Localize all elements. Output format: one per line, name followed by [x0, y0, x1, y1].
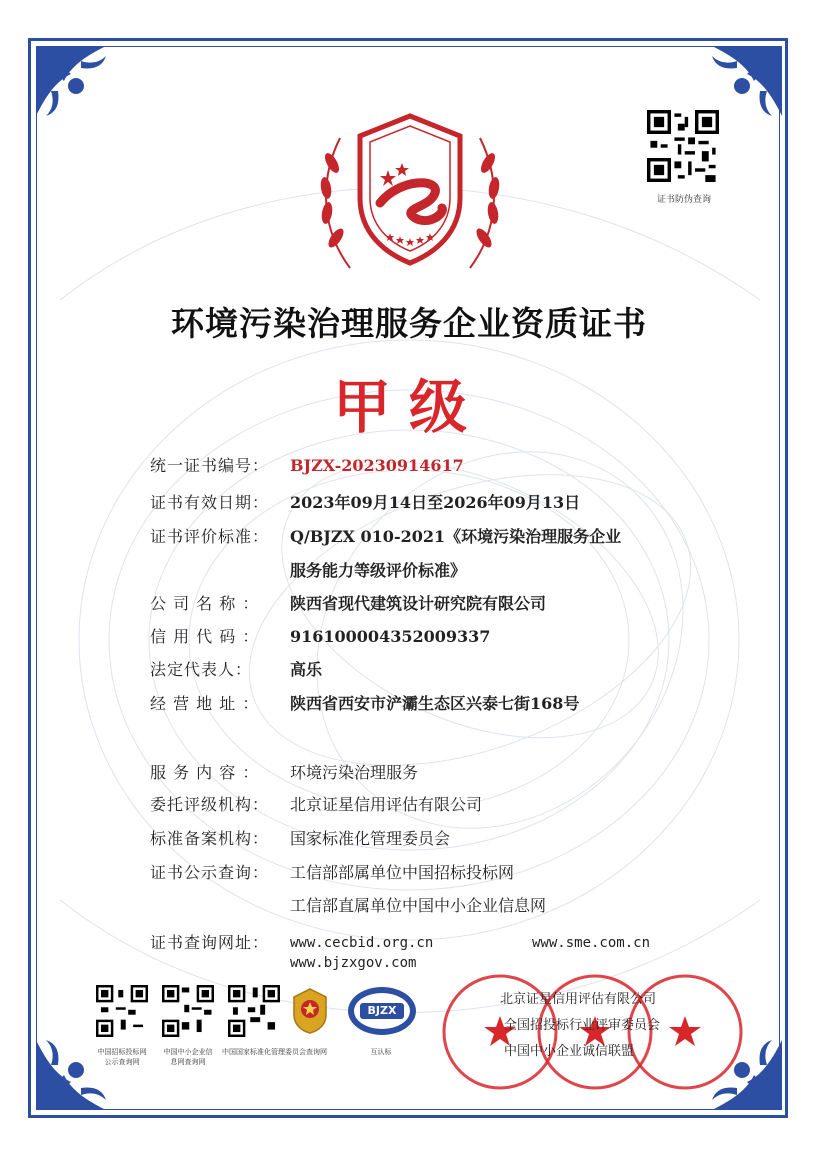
qr-caption-line: 中国招标投标网: [97, 1048, 147, 1056]
qr-caption-sac: 中国国家标准化管理委员会查询网: [222, 1048, 327, 1056]
field-label: 标准备案机构：: [150, 829, 270, 848]
field-label: 经 营 地 址 ：: [150, 694, 260, 713]
field-rating-org: [150, 792, 482, 818]
query-url-2[interactable]: www.sme.com.cn: [532, 935, 651, 951]
field-label: 证书公示查询：: [150, 863, 270, 882]
public-query-line2: 工信部直属单位中国中小企业信息网: [290, 896, 547, 915]
qr-code-sme[interactable]: [162, 985, 214, 1037]
qr-caption-line: 息网查询网: [170, 1058, 206, 1066]
standard-value-line1: Q/BJZX 010-2021《环境污染治理服务企业: [290, 527, 622, 546]
issuer-line-1: 北京证星信用评估有限公司: [500, 992, 657, 1007]
field-label: 统一证书编号：: [150, 456, 270, 475]
field-label: 证书查询网址：: [150, 933, 270, 952]
anti-counterfeit-qr-code[interactable]: [647, 110, 719, 182]
field-label: 信 用 代 码 ：: [150, 627, 260, 646]
validity-value: 2023年09月14日至2026年09月13日: [290, 493, 581, 512]
field-standard: [150, 524, 621, 550]
field-cert-no: [150, 453, 464, 479]
field-validity: [150, 490, 580, 516]
rating-org-value: 北京证星信用评估有限公司: [290, 795, 483, 814]
corner-ornament-icon: [36, 46, 126, 136]
qr-caption-line: 中国中小企业信: [163, 1048, 213, 1056]
bjzx-logo-text: BJZX: [367, 1004, 397, 1017]
field-company: [150, 591, 546, 617]
qr-caption-sme: [154, 1047, 222, 1067]
public-query-line1: 工信部部属单位中国招标投标网: [290, 863, 515, 882]
field-label: 证书有效日期：: [150, 493, 270, 512]
field-credit-code: [150, 624, 490, 650]
qr-caption-cecbid: [88, 1047, 156, 1067]
company-value: 陕西省现代建筑设计研究院有限公司: [290, 594, 547, 613]
national-emblem-icon: [290, 987, 330, 1035]
address-value: 陕西省西安市浐灞生态区兴泰七街168号: [290, 694, 580, 713]
certificate-grade: 甲级: [332, 373, 485, 441]
qr-code-caption: 证书防伪查询: [656, 195, 711, 205]
field-service: [150, 760, 418, 786]
qr-code-cecbid[interactable]: [96, 985, 148, 1037]
field-public-query: [150, 860, 514, 886]
field-label: 公 司 名 称 ：: [150, 594, 260, 613]
credit-code-value: 916100004352009337: [290, 627, 491, 646]
service-value: 环境污染治理服务: [290, 763, 419, 782]
field-label: 委托评级机构：: [150, 795, 270, 814]
mutual-label: 互认标: [370, 1048, 392, 1056]
qr-caption-line: 公示查询网: [104, 1058, 140, 1066]
query-url-1[interactable]: www.cecbid.org.cn: [290, 935, 434, 951]
field-label: 服 务 内 容 ：: [150, 763, 260, 782]
legal-rep-value: 高乐: [290, 660, 323, 679]
field-address: [150, 691, 579, 717]
issuer-line-3: 中国中小企业诚信联盟: [504, 1044, 635, 1059]
field-label: 法定代表人：: [150, 660, 253, 679]
field-label: 证书评价标准：: [150, 527, 270, 546]
certificate-title: 环境污染治理服务企业资质证书: [171, 304, 647, 343]
field-legal-rep: [150, 657, 322, 683]
certificate-emblem-icon: [310, 108, 510, 278]
cert-no-value: BJZX-20230914617: [290, 456, 464, 475]
issuer-line-2: 全国招投标行业评审委员会: [504, 1018, 661, 1033]
query-url-3[interactable]: www.bjzxgov.com: [290, 955, 417, 971]
qr-code-sac[interactable]: [228, 985, 280, 1037]
standard-value-line2: 服务能力等级评价标准》: [290, 561, 467, 580]
filing-org-value: 国家标准化管理委员会: [290, 829, 451, 848]
field-filing-org: [150, 826, 450, 852]
